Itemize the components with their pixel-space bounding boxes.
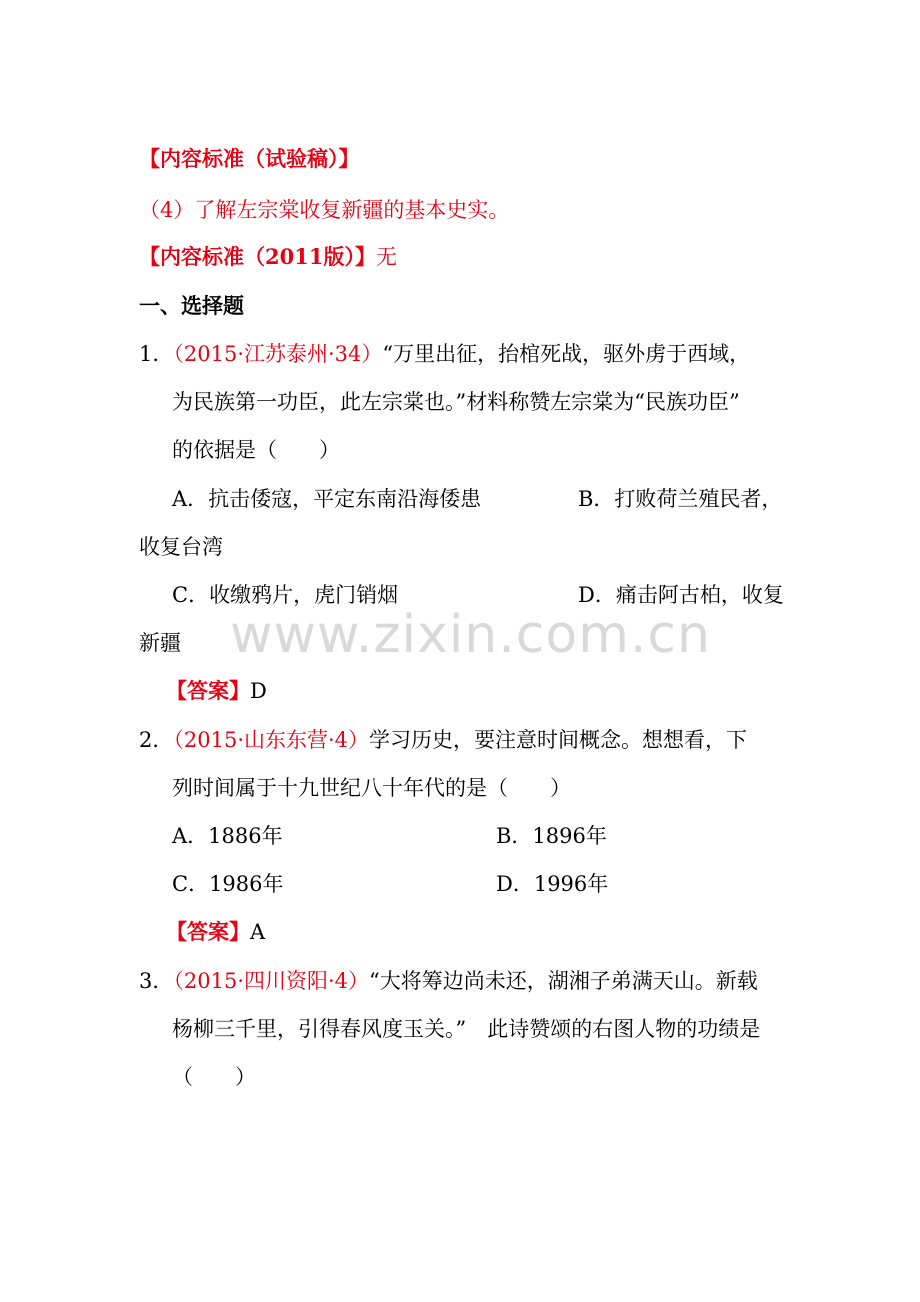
question-stem: 的依据是（ ） [172,438,340,462]
question-2-first-line [139,726,747,754]
option-c: C．收缴鸦片，虎门销烟 [172,583,399,607]
question-stem: 学习历史，要注意时间概念。想想看，下 [369,728,748,752]
answer-value: A [250,920,266,944]
question-number: 2． [139,728,174,752]
option-b: B．打败荷兰殖民者， [578,487,783,511]
standard-2011-value: 无 [375,245,397,269]
standard-2011-label: 【内容标准（2011版）】 [139,244,376,269]
answer-label: 【答案】 [166,919,250,944]
answer-2 [166,918,265,946]
question-source: （2015·四川资阳·4） [173,969,370,993]
question-stem: “万里出征，抬棺死战，驱外虏于西域， [382,342,751,366]
answer-1 [166,677,267,705]
option-a: A．1886年 [172,824,283,848]
question-number: 3． [139,969,174,993]
option-b-continued: 收复台湾 [139,535,223,559]
question-stem: 列时间属于十九世纪八十年代的是（ ） [172,776,571,800]
option-b: B．1896年 [496,824,607,848]
standard-trial-label: 【内容标准（试验稿）】 [139,146,360,171]
question-3-first-line [139,967,758,995]
answer-label: 【答案】 [166,678,250,703]
option-d: D．1996年 [496,872,609,896]
option-d: D．痛击阿古柏，收复 [578,583,784,607]
standard-trial-item: （4）了解左宗棠收复新疆的基本史实。 [139,198,510,222]
question-stem: （ ） [172,1065,256,1089]
question-stem: 杨柳三千里，引得春风度玉关。” 此诗赞颂的右图人物的功绩是 [172,1017,761,1041]
question-1-first-line [139,340,750,368]
option-d-continued: 新疆 [139,631,181,655]
answer-value: D [250,679,267,703]
question-source: （2015·江苏泰州·34） [173,342,383,366]
section-title: 一、选择题 [139,293,244,318]
question-number: 1． [139,342,174,366]
watermark: www.zixin.com.cn [230,605,711,665]
question-stem: “大将筹边尚未还，湖湘子弟满天山。新载 [369,969,758,993]
option-c: C．1986年 [172,872,284,896]
standard-2011 [139,243,397,271]
question-stem: 为民族第一功臣，此左宗棠也。”材料称赞左宗棠为“民族功臣” [172,390,740,414]
question-source: （2015·山东东营·4） [173,728,370,752]
option-a: A．抗击倭寇，平定东南沿海倭患 [172,487,482,511]
